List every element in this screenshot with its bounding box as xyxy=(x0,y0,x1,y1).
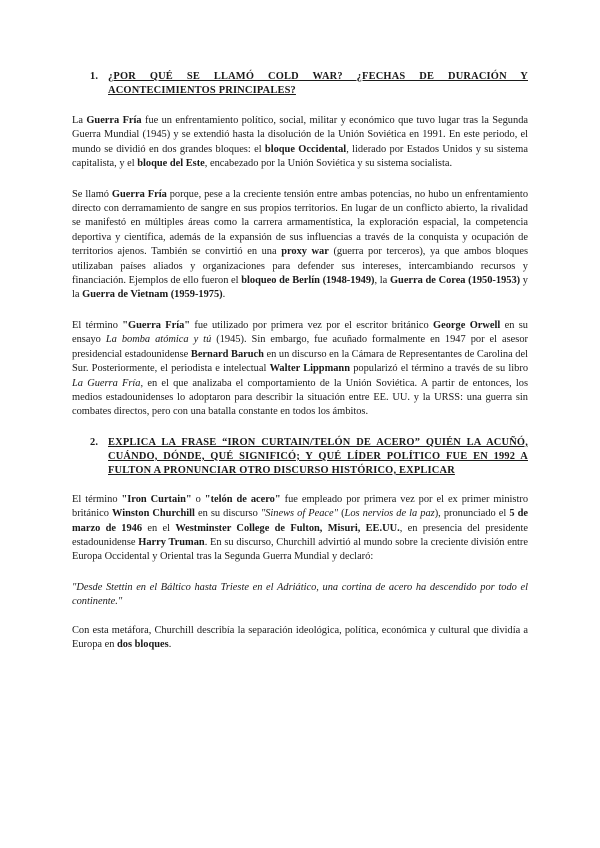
paragraph-iron-curtain: El término "Iron Curtain" o "telón de acero" fue empleado por primera vez por el ex primer ministro británico Winston Churchill en su discurso "Sinews of Peace" (Los nervios de la paz), pronunciado el 5 de marzo de 1946 en el Westminster College de Fulton, Misuri, EE.UU., en presencia del presidente estadounidense Harry Truman. En su discurso, Churchill advirtió al mundo sobre la creciente división entre Europa Occidental y Oriental tras la Segunda Guerra Mundial y declaró: xyxy=(72,493,529,563)
document-body xyxy=(72,70,528,668)
section-heading-2 xyxy=(72,436,528,478)
section-heading-1 xyxy=(72,70,528,98)
paragraph-metafora: Con esta metáfora, Churchill describía la separación ideológica, política, económica y cultural que dividía a Europa en dos bloques. xyxy=(72,624,528,650)
heading-title: ¿POR QUÉ SE LLAMÓ COLD WAR? ¿FECHAS DE DURACIÓN Y ACONTECIMIENTOS PRINCIPALES? xyxy=(108,71,528,96)
paragraph-guerra-fria-definicion: La Guerra Fría fue un enfrentamiento político, social, militar y económico que tuvo lugar tras la Segunda Guerra Mundial (1945) y se extendió hasta la disolución de la Unión Soviética en 1991. En este periodo, el mundo se dividió en dos grandes bloques: el bloque Occidental, liderado por Estados Unidos y su sistema capitalista, y el bloque del Este, encabezado por la Unión Soviética y su sistema socialista. xyxy=(72,115,529,170)
paragraph-por-que-se-llamo: Se llamó Guerra Fría porque, pese a la creciente tensión entre ambas potencias, no hubo un enfrentamiento directo con derramamiento de sangre en sus propios territorios. En lugar de un conflicto abierto, la rivalidad se manifestó en múltiples áreas como la carrera armamentística, la exploración espacial, la competencia deportiva y científica, además de la expansión de sus influencias a través de la conquista y ocupación de territorios ajenos. También se convirtió en una proxy war (guerra por terceros), ya que ambos bloques utilizaban países aliados y organizaciones para defender sus intereses, intercambiando recursos y financiación. Ejemplos de ello fueron el bloqueo de Berlín (1948-1949), la Guerra de Corea (1950-1953) y la Guerra de Vietnam (1959-1975). xyxy=(72,188,529,301)
heading-title: EXPLICA LA FRASE “IRON CURTAIN/TELÓN DE ACERO” QUIÉN LA ACUÑÓ, CUÁNDO, DÓNDE, QUÉ SIGNIFICÓ; Y QUÉ LÍDER POLÍTICO FUE EN 1992 A FULTON A PRONUNCIAR OTRO DISCURSO HISTÓRICO, EXPLICAR xyxy=(108,436,528,476)
heading-number: 2. xyxy=(90,436,99,448)
heading-number: 1. xyxy=(90,71,99,82)
churchill-quote: "Desde Stettin en el Báltico hasta Trieste en el Adriático, una cortina de acero ha descendido por todo el continente." xyxy=(72,581,528,608)
paragraph-origen-termino: El término "Guerra Fría" fue utilizado por primera vez por el escritor británico George Orwell en su ensayo La bomba atómica y tú (1945). Sin embargo, fue acuñado formalmente en 1947 por el asesor presidencial estadounidense Bernard Baruch en un discurso en la Cámara de Representantes de Carolina del Sur. Posteriormente, el periodista e intelectual Walter Lippmann popularizó el término a través de su libro La Guerra Fría, en el que analizaba el comportamiento de la Unión Soviética. A partir de entonces, los medios estadounidenses lo adoptaron para describir la situación entre EE. UU. y la URSS: una guerra sin combates directos, pero con una batalla constante en todos los ámbitos. xyxy=(72,319,529,418)
